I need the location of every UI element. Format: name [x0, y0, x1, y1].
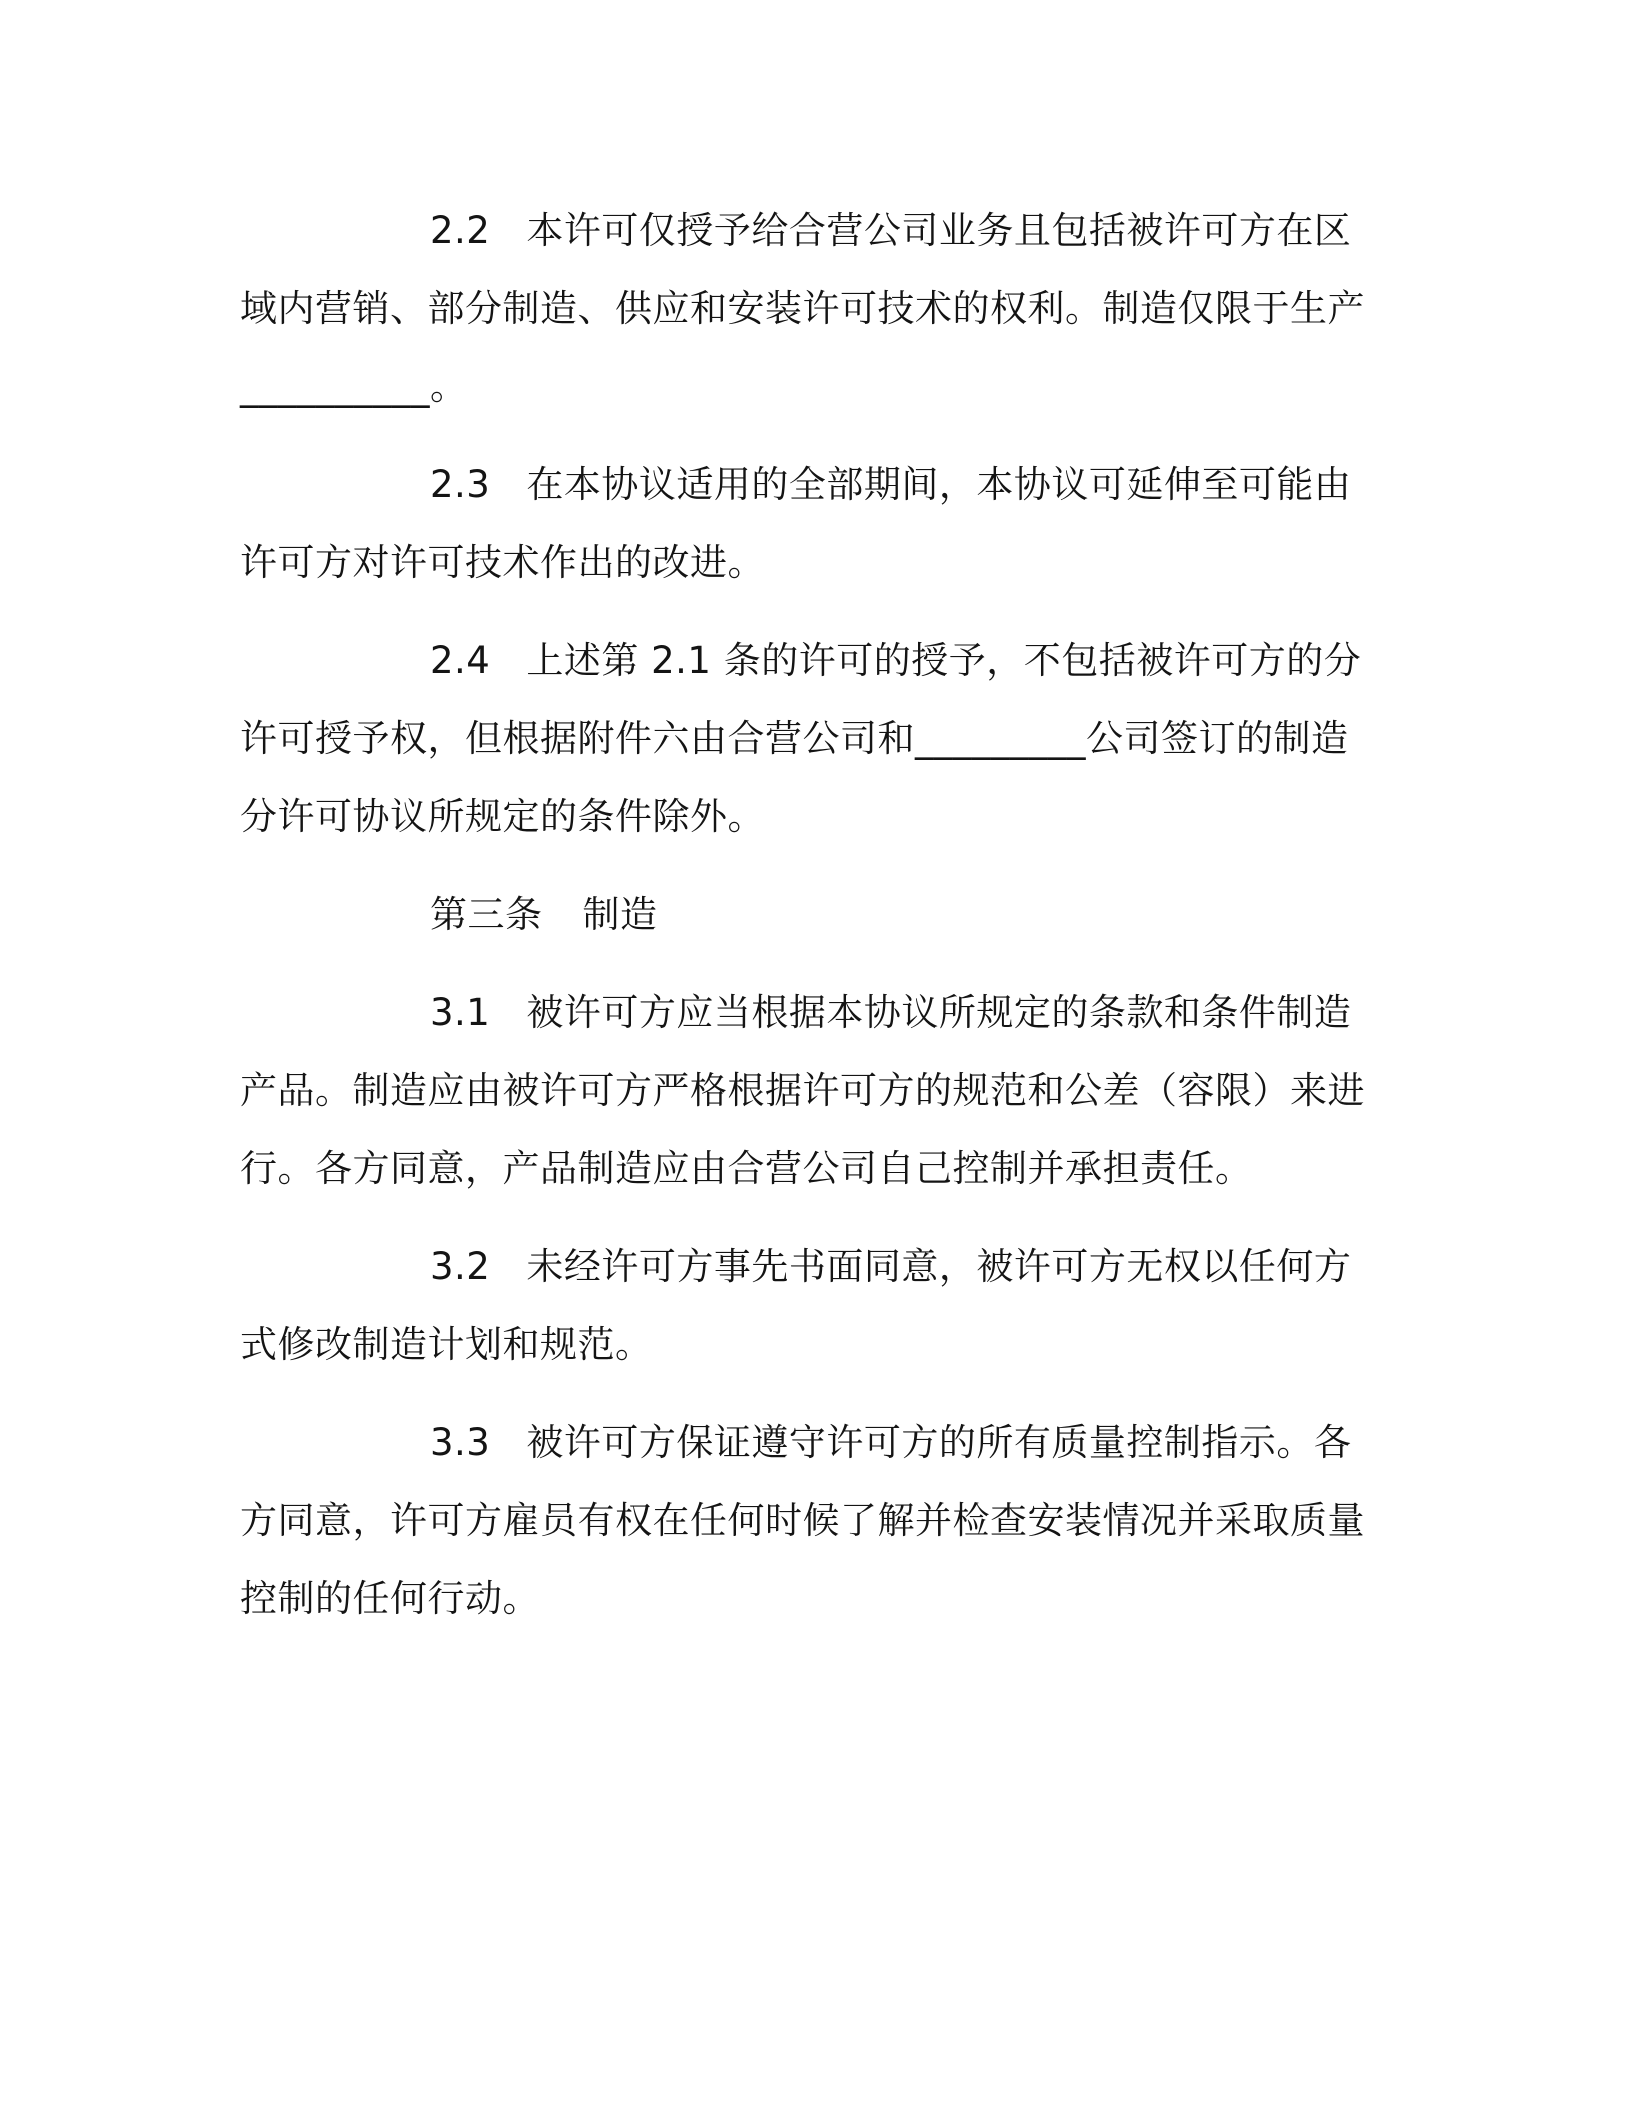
- clause-text: 被许可方应当根据本协议所规定的条款和条件制造产品。制造应由被许可方严格根据许可方的规范和公差（容限）来进行。各方同意，产品制造应由合营公司自己控制并承担责任。: [240, 991, 1365, 1190]
- clause-text: 上述第 2.1 条的许可的授予，不包括被许可方的分许可授予权，但根据附件六由合营公司和_________公司签订的制造分许可协议所规定的条件除外。: [240, 639, 1362, 838]
- clause-text-line1: 本许可仅授予给合营公司业务且包括被许可方在区域内营: [240, 209, 1352, 330]
- clause-3-1: [240, 974, 1380, 1208]
- clause-2-4: [240, 622, 1380, 856]
- article-heading: [240, 876, 1380, 954]
- article-title: 制造: [582, 893, 658, 936]
- clause-text: 未经许可方事先书面同意，被许可方无权以任何方式修改制造计划和规范。: [240, 1245, 1352, 1366]
- clause-text-line3: __________。: [240, 365, 468, 408]
- clause-number: 2.2: [430, 209, 491, 252]
- clause-number: 2.4: [430, 639, 491, 682]
- clause-2-3: [240, 446, 1380, 602]
- document-body: [240, 192, 1380, 1658]
- clause-number: 3.3: [430, 1421, 491, 1464]
- article-label: 第三条: [430, 893, 543, 936]
- clause-number: 2.3: [430, 463, 491, 506]
- clause-number: 3.1: [430, 991, 491, 1034]
- clause-text: 在本协议适用的全部期间，本协议可延伸至可能由许可方对许可技术作出的改进。: [240, 463, 1352, 584]
- clause-3-2: [240, 1228, 1380, 1384]
- clause-2-2: [240, 192, 1380, 426]
- clause-number: 3.2: [430, 1245, 491, 1288]
- clause-text-line2: 销、部分制造、供应和安装许可技术的权利。制造仅限于生产: [352, 287, 1365, 330]
- clause-text: 被许可方保证遵守许可方的所有质量控制指示。各方同意，许可方雇员有权在任何时候了解并检查安装情况并采取质量控制的任何行动。: [240, 1421, 1365, 1620]
- clause-3-3: [240, 1404, 1380, 1638]
